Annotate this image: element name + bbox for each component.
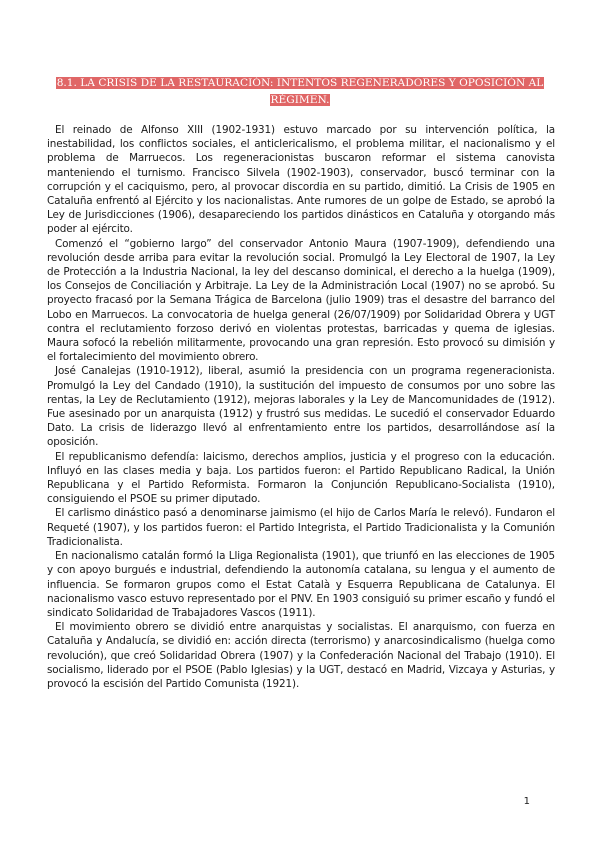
section-title xyxy=(48,75,552,109)
paragraph-nacionalismo: En nacionalismo catalán formó la Lliga Regionalista (1901), que triunfó en las elecciones de 1905 y con apoyo burgués e industrial, defendiendo la autonomía catalana, su lengua y el aumento de influencia. Se formaron grupos como el Estat Català y Esquerra Republicana de Catalunya. El nacionalismo vasco estuvo representado por el PNV. En 1903 consiguió su primer escaño y fundó el sindicato Solidaridad de Trabajadores Vascos (1911). xyxy=(47,550,555,619)
document-body xyxy=(47,123,555,691)
paragraph-republicanismo: El republicanismo defendía: laicismo, derechos amplios, justicia y el progreso con la educación. Influyó en las clases media y baja. Los partidos fueron: el Partido Republicano Radical, la Unión Republicana y el Partido Reformista. Formaron la Conjunción Republicano-Socialista (1910), consiguiendo el PSOE su primer diputado. xyxy=(47,450,555,506)
paragraph-maura: Comenzó el “gobierno largo” del conservador Antonio Maura (1907-1909), defendiendo una revolución desde arriba para evitar la revolución social. Promulgó la Ley Electoral de 1907, la Ley de Protección a la Industria Nacional, la ley del descanso dominical, el derecho a la huelga (1909), los Consejos de Conciliación y Arbitraje. La Ley de la Administración Local (1907) no se aprobó. Su proyecto fracasó por la Semana Trágica de Barcelona (julio 1909) tras el desastre del barranco del Lobo en Marruecos. La convocatoria de huelga general (26/07/1909) por Solidaridad Obrera y UGT contra el reclutamiento forzoso derivó en violentas protestas, barricadas y quema de iglesias. Maura sofocó la rebelión militarmente, provocando una gran represión. Esto provocó su dimisión y el fortalecimiento del movimiento obrero. xyxy=(47,237,555,364)
page-number: 1 xyxy=(523,796,530,807)
paragraph-alfonso-xiii: El reinado de Alfonso XIII (1902-1931) estuvo marcado por su intervención política, la inestabilidad, los conflictos sociales, el anticlericalismo, el problema militar, el nacionalismo y el problema de Marruecos. Los regeneracionistas buscaron reformar el sistema canovista manteniendo el turnismo. Francisco Silvela (1902-1903), conservador, buscó terminar con la corrupción y el caciquismo, pero, al provocar discordia en su partido, dimitió. La Crisis de 1905 en Cataluña enfrentó al Ejército y los nacionalistas. Ante rumores de un golpe de Estado, se aprobó la Ley de Jurisdicciones (1906), desapareciendo los partidos dinásticos en Cataluña y otorgando más poder al ejército. xyxy=(47,124,555,236)
paragraph-movimiento-obrero: El movimiento obrero se dividió entre anarquistas y socialistas. El anarquismo, con fuerza en Cataluña y Andalucía, se dividió en: acción directa (terrorismo) y anarcosindicalismo (huelga como revolución), que creó Solidaridad Obrera (1907) y la Confederación Nacional del Trabajo (1910). El socialismo, liderado por el PSOE (Pablo Iglesias) y la UGT, destacó en Madrid, Vizcaya y Asturias, y provocó la escisión del Partido Comunista (1921). xyxy=(47,621,555,690)
paragraph-canalejas: José Canalejas (1910-1912), liberal, asumió la presidencia con un programa regeneracionista. Promulgó la Ley del Candado (1910), la sustitución del impuesto de consumos por uno sobre las rentas, la Ley de Reclutamiento (1912), mejoras laborales y la Ley de Mancomunidades de (1912). Fue asesinado por un anarquista (1912) y frustró sus medidas. Le sucedió el conservador Eduardo Dato. La crisis de liderazgo llevó al enfrentamiento entre los partidos, desarrollándose así la oposición. xyxy=(47,365,555,449)
paragraph-carlismo: El carlismo dinástico pasó a denominarse jaimismo (el hijo de Carlos María le relevó). Fundaron el Requeté (1907), y los partidos fueron: el Partido Integrista, el Partido Tradicionalista y la Comunión Tradicionalista. xyxy=(47,507,555,548)
section-title-text: 8.1. LA CRISIS DE LA RESTAURACIÓN: INTENTOS REGENERADORES Y OPOSICIÓN AL RÉGIMEN. xyxy=(56,77,544,106)
